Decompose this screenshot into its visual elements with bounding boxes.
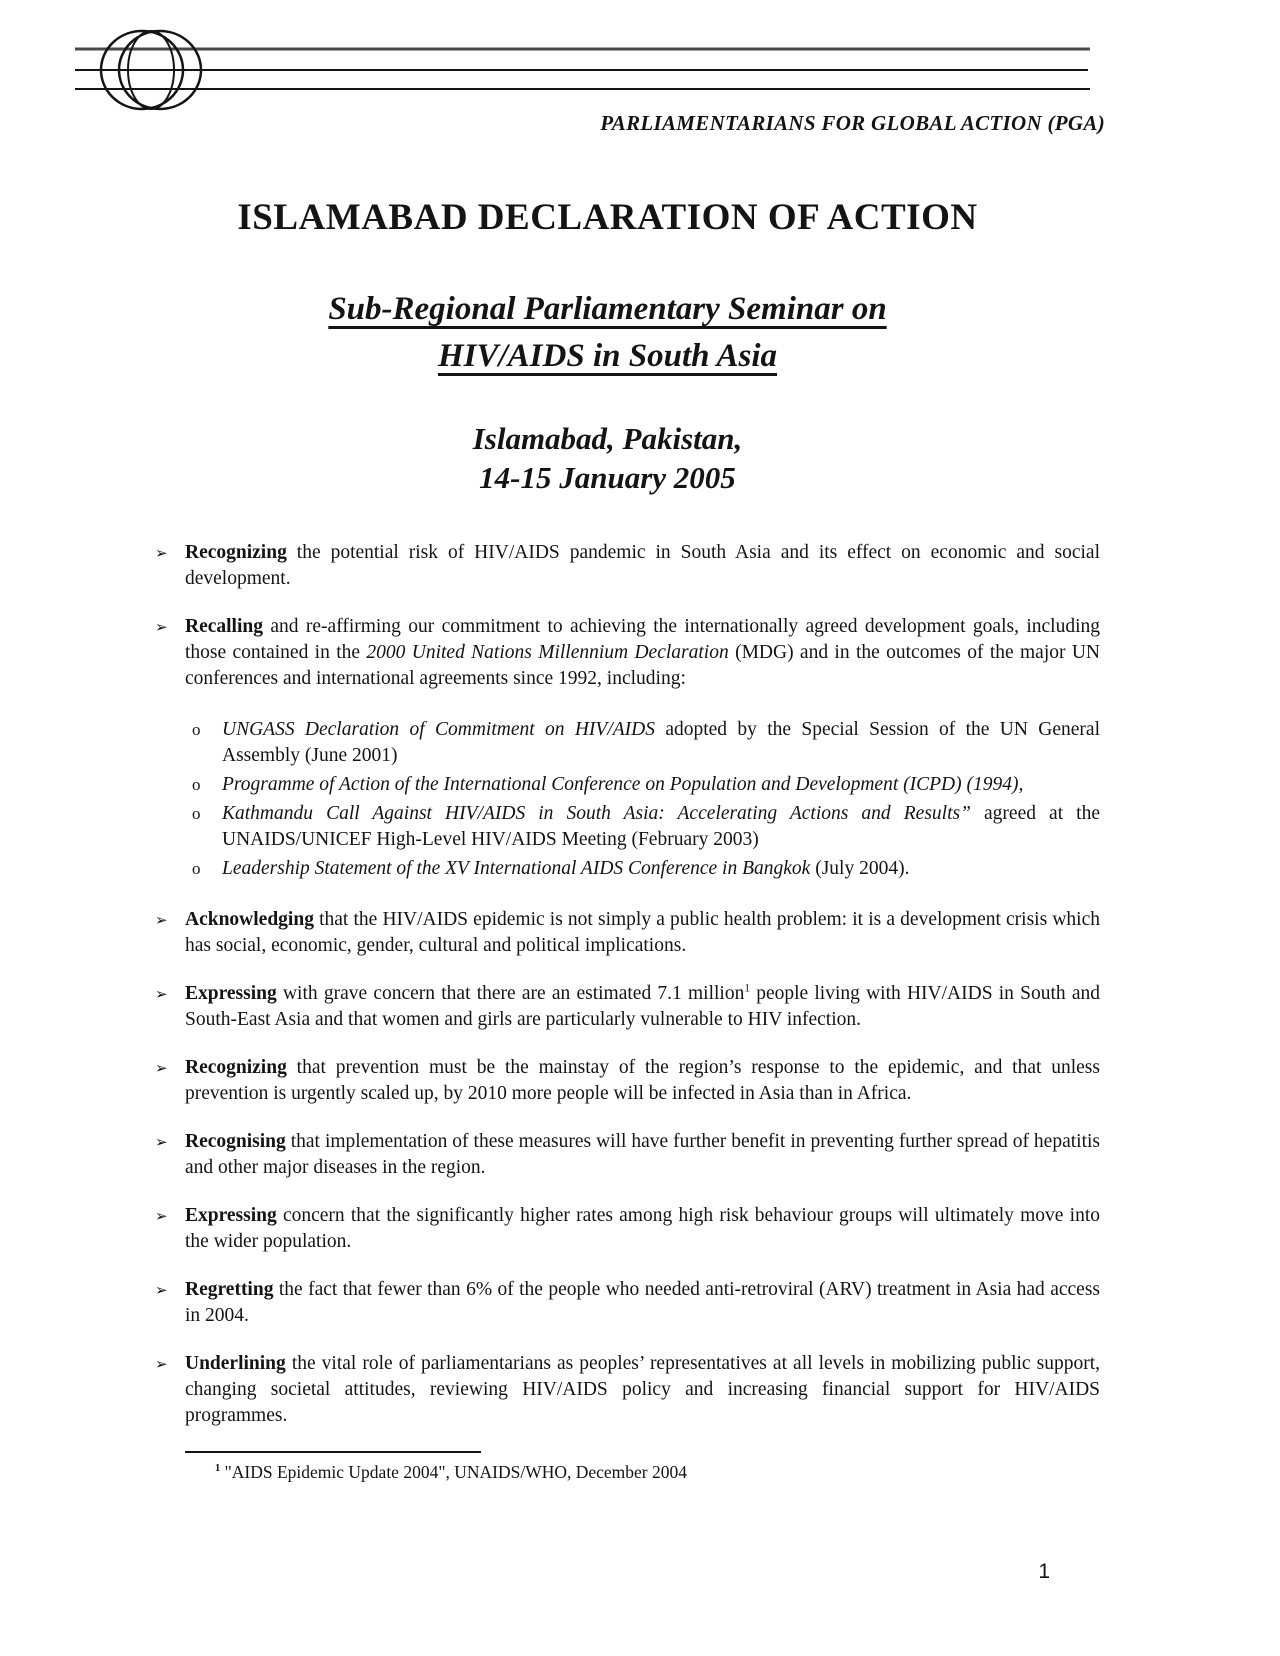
seminar-subtitle bbox=[115, 286, 1100, 380]
venue-line-2: 14-15 January 2005 bbox=[479, 459, 736, 495]
declaration-clause bbox=[115, 1351, 1100, 1429]
clause-content bbox=[185, 1129, 1100, 1181]
sub-clause bbox=[185, 717, 1100, 769]
sub-clause-text: UNGASS Declaration of Commitment on HIV/AIDS adopted by the Special Session of the UN General Assembly (June 2001) bbox=[222, 718, 1100, 766]
sub-clause bbox=[185, 856, 1100, 882]
clause-text: Acknowledging that the HIV/AIDS epidemic is not simply a public health problem: it is a development crisis which has social, economic, gender, cultural and political implications. bbox=[185, 908, 1100, 956]
sub-clause-text: Leadership Statement of the XV International AIDS Conference in Bangkok (July 2004). bbox=[222, 857, 910, 879]
arrow-bullet-icon: ➢ bbox=[155, 1206, 168, 1225]
circle-bullet-icon: o bbox=[192, 719, 201, 739]
clause-text: Regretting the fact that fewer than 6% of the people who needed anti-retroviral (ARV) treatment in Asia had access in 2004. bbox=[185, 1278, 1100, 1326]
clause-content bbox=[185, 1055, 1100, 1107]
clause-text: Expressing with grave concern that there are an estimated 7.1 million$^1$ people living with HIV/AIDS in South and South-East Asia and that women and girls are particularly vulnerable to HIV infection. bbox=[185, 982, 1100, 1030]
declaration-clause bbox=[115, 540, 1100, 592]
sub-clause-text: Programme of Action of the International Conference on Population and Development (ICPD) (1994), bbox=[222, 773, 1024, 795]
page-number: 1 bbox=[1038, 1560, 1050, 1583]
document-header bbox=[0, 0, 1280, 138]
declaration-clause bbox=[115, 1129, 1100, 1181]
sub-clause bbox=[185, 801, 1100, 853]
footnote-text: "AIDS Epidemic Update 2004", UNAIDS/WHO, December 2004 bbox=[224, 1461, 688, 1482]
clause-text: Recognizing the potential risk of HIV/AIDS pandemic in South Asia and its effect on economic and social development. bbox=[185, 541, 1100, 589]
clause-content bbox=[185, 1203, 1100, 1255]
clause-text: Recognizing that prevention must be the mainstay of the region’s response to the epidemic, and that unless prevention is urgently scaled up, by 2010 more people will be infected in Asia than in Africa. bbox=[185, 1056, 1100, 1104]
declaration-clause bbox=[115, 614, 1100, 885]
arrow-bullet-icon: ➢ bbox=[155, 910, 168, 929]
arrow-bullet-icon: ➢ bbox=[155, 1058, 168, 1077]
org-name: PARLIAMENTARIANS FOR GLOBAL ACTION (PGA) bbox=[600, 111, 1105, 135]
sub-clause-list bbox=[185, 717, 1100, 882]
arrow-bullet-icon: ➢ bbox=[155, 984, 168, 1003]
arrow-bullet-icon: ➢ bbox=[155, 1132, 168, 1151]
arrow-bullet-icon: ➢ bbox=[155, 1280, 168, 1299]
venue-date bbox=[115, 420, 1100, 498]
subtitle-line-2: HIV/AIDS in South Asia bbox=[437, 338, 778, 375]
footnote-symbol: 1 bbox=[215, 1462, 221, 1474]
footnote bbox=[215, 1462, 1100, 1483]
declaration-clause bbox=[115, 981, 1100, 1033]
footnote-divider bbox=[185, 1451, 481, 1453]
declaration-clause bbox=[115, 1277, 1100, 1329]
clause-content bbox=[185, 907, 1100, 959]
clause-text: Expressing concern that the significantly higher rates among high risk behaviour groups will ultimately move into the wider population. bbox=[185, 1204, 1100, 1252]
declaration-clause bbox=[115, 1203, 1100, 1255]
arrow-bullet-icon: ➢ bbox=[155, 617, 168, 636]
document-body bbox=[115, 196, 1100, 1483]
sub-clause bbox=[185, 772, 1100, 798]
declaration-clause bbox=[115, 1055, 1100, 1107]
circle-bullet-icon: o bbox=[192, 803, 201, 823]
clause-text: Underlining the vital role of parliamentarians as peoples’ representatives at all levels in mobilizing public support, changing societal attitudes, reviewing HIV/AIDS policy and increasing financial support for HIV/AIDS programmes. bbox=[185, 1352, 1100, 1426]
clause-content bbox=[185, 1351, 1100, 1429]
subtitle-line-1: Sub-Regional Parliamentary Seminar on bbox=[328, 291, 887, 328]
declaration-clause bbox=[115, 907, 1100, 959]
arrow-bullet-icon: ➢ bbox=[155, 1354, 168, 1373]
circle-bullet-icon: o bbox=[192, 858, 201, 878]
clause-content bbox=[185, 614, 1100, 885]
clause-text: Recognising that implementation of these measures will have further benefit in preventing further spread of hepatitis and other major diseases in the region. bbox=[185, 1130, 1100, 1178]
venue-line-1: Islamabad, Pakistan, bbox=[472, 421, 743, 457]
clause-text: Recalling and re-affirming our commitment to achieving the internationally agreed development goals, including those contained in the 2000 United Nations Millennium Declaration (MDG) and in the outcomes of the major UN conferences and international agreements since 1992, including: bbox=[185, 615, 1101, 689]
clause-content bbox=[185, 540, 1100, 592]
circle-bullet-icon: o bbox=[192, 774, 201, 794]
clause-content bbox=[185, 981, 1100, 1033]
clause-content bbox=[185, 1277, 1100, 1329]
arrow-bullet-icon: ➢ bbox=[155, 543, 168, 562]
bullet-list bbox=[115, 540, 1100, 1429]
sub-clause-text: Kathmandu Call Against HIV/AIDS in South Asia: Accelerating Actions and Results” agreed at the UNAIDS/UNICEF High-Level HIV/AIDS Meeting (February 2003) bbox=[222, 802, 1101, 850]
document-title: ISLAMABAD DECLARATION OF ACTION bbox=[237, 197, 978, 238]
